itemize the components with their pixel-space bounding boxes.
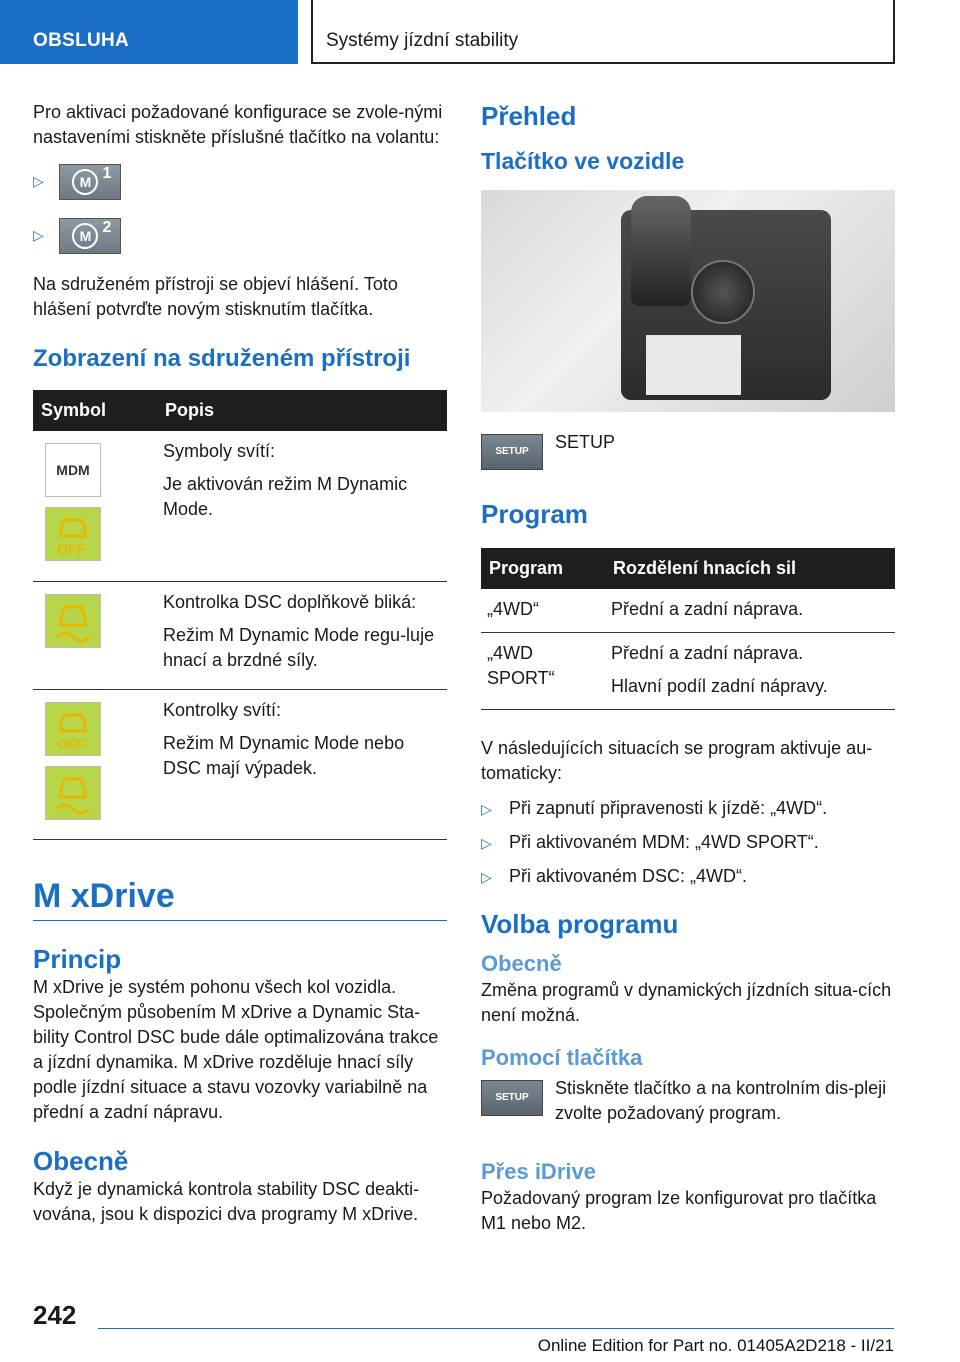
- volba-title: Volba programu: [481, 909, 679, 939]
- right-column: [481, 100, 895, 1246]
- touch-pad-shape: [646, 335, 741, 395]
- col-popis: Popis: [157, 390, 447, 431]
- triangle-bullet-icon: ▷: [33, 173, 44, 190]
- dsc-icon: [45, 766, 101, 820]
- table-heading: Zobrazení na sdruženém přístroji: [33, 345, 411, 372]
- setup-label: SETUP: [555, 432, 616, 452]
- program-cell: „4WD SPORT“: [481, 633, 605, 710]
- tlacitko-title: Tlačítko ve vozidle: [481, 148, 685, 174]
- m1-row: [33, 164, 447, 204]
- intro-text: Pro aktivaci požadované konfigurace se zvole-nými nastaveními stiskněte příslušné tlačítko na volantu:: [33, 102, 443, 147]
- list-item: ▷ Při aktivovaném DSC: „4WD“.: [481, 864, 895, 890]
- m-label: M: [72, 223, 98, 249]
- left-column: [33, 100, 447, 1237]
- m2-row: [33, 218, 447, 258]
- row-line: Režim M Dynamic Mode regu-luje hnací a brzdné síly.: [163, 624, 435, 670]
- pomoci-title: Pomocí tlačítka: [481, 1045, 643, 1070]
- setup-button-icon: SETUP: [481, 434, 543, 470]
- dsc-icon: [45, 594, 101, 648]
- list-item: ▷ Při zapnutí připravenosti k jízdě: „4WD“.: [481, 796, 895, 822]
- triangle-bullet-icon: ▷: [33, 227, 44, 244]
- col-rozdeleni: Rozdělení hnacích sil: [605, 548, 895, 589]
- row-line: Kontrolky svítí:: [163, 699, 282, 720]
- row-line: Symboly svítí:: [163, 441, 276, 461]
- row-line: Přední a zadní náprava.: [611, 643, 804, 663]
- obecne-title: Obecně: [33, 1145, 129, 1176]
- table-row: [33, 581, 447, 689]
- mdm-icon: [45, 443, 101, 497]
- idrive-title: Přes iDrive: [481, 1159, 596, 1184]
- page-header: [0, 0, 960, 66]
- chapter-title: Systémy jízdní stability: [311, 0, 895, 64]
- m-num: 1: [102, 165, 112, 182]
- table-row: [481, 589, 895, 633]
- edition-text: Online Edition for Part no. 01405A2D218 - II/21: [537, 1336, 894, 1355]
- col-symbol: Symbol: [33, 390, 157, 431]
- row-line: Kontrolka DSC doplňkově bliká:: [163, 591, 417, 612]
- program-cell: „4WD“: [481, 589, 605, 633]
- princip-title: Princip: [33, 943, 122, 974]
- pomoci-row: [481, 1076, 895, 1154]
- symbol-table: [33, 390, 447, 840]
- program-table: [481, 548, 895, 710]
- row-line: Přední a zadní náprava.: [611, 599, 804, 619]
- triangle-bullet-icon: ▷: [481, 801, 492, 817]
- auto-list: [481, 796, 895, 890]
- obecne-text-right: Změna programů v dynamických jízdních situa-cích není možná.: [481, 980, 892, 1025]
- page-footer: [0, 1296, 960, 1362]
- svg-text:OFF: OFF: [57, 541, 85, 557]
- section-tab: OBSLUHA: [0, 0, 298, 64]
- list-item: ▷ Při aktivovaném MDM: „4WD SPORT“.: [481, 830, 895, 856]
- col-program: Program: [481, 548, 605, 589]
- idrive-knob-shape: [691, 260, 755, 324]
- dsc-off-icon: [45, 702, 101, 756]
- footer-divider: [98, 1328, 894, 1329]
- princip-text: M xDrive je systém pohonu všech kol vozidla. Společným působením M xDrive a Dynamic Sta-bility Control DSC bude dále optimalizována trakce a jízdní dynamika. M xDrive rozděluje hnací síly podle jízdní situace a stavu vozovky variabilně na přední a zadní nápravu.: [33, 976, 439, 1122]
- program-title: Program: [481, 499, 588, 529]
- xdrive-title-wrap: [33, 876, 447, 921]
- obecne-title-right: Obecně: [481, 951, 562, 976]
- confirm-text: Na sdruženém přístroji se objeví hlášení. Toto hlášení potvrďte novým stisknutím tlačítka.: [33, 274, 398, 319]
- table-row: [33, 431, 447, 581]
- row-line: Režim M Dynamic Mode nebo DSC mají výpadek.: [163, 732, 405, 778]
- setup-button-icon: SETUP: [481, 1080, 543, 1116]
- table-header-row: [481, 548, 895, 589]
- console-photo: [481, 190, 895, 412]
- xdrive-title: M xDrive: [33, 876, 175, 915]
- triangle-bullet-icon: ▷: [481, 869, 492, 885]
- dsc-off-icon: [45, 507, 101, 561]
- m-label: M: [72, 169, 98, 195]
- idrive-text: Požadovaný program lze konfigurovat pro tlačítka M1 nebo M2.: [481, 1188, 877, 1233]
- table-row: [481, 633, 895, 710]
- page-number: 242: [33, 1300, 77, 1330]
- prehled-title: Přehled: [481, 101, 577, 131]
- table-row: [33, 689, 447, 839]
- gear-shifter-shape: [631, 196, 691, 306]
- obecne-text: Když je dynamická kontrola stability DSC deakti-vována, jsou k dispozici dva programy M xDrive.: [33, 1178, 420, 1224]
- pomoci-text: Stiskněte tlačítko a na kontrolním dis-pleji zvolte požadovaný program.: [555, 1078, 887, 1123]
- mdm-label: MDM: [56, 461, 90, 478]
- setup-row: [481, 430, 895, 474]
- row-line: Je aktivován režim M Dynamic Mode.: [163, 474, 408, 519]
- m-num: 2: [102, 219, 112, 236]
- table-header-row: [33, 390, 447, 431]
- svg-text:OFF: OFF: [57, 735, 85, 752]
- m2-button-icon: [59, 218, 121, 254]
- row-line: Hlavní podíl zadní nápravy.: [611, 676, 828, 696]
- triangle-bullet-icon: ▷: [481, 835, 492, 851]
- auto-text: V následujících situacích se program aktivuje au-tomaticky:: [481, 738, 873, 783]
- m1-button-icon: [59, 164, 121, 200]
